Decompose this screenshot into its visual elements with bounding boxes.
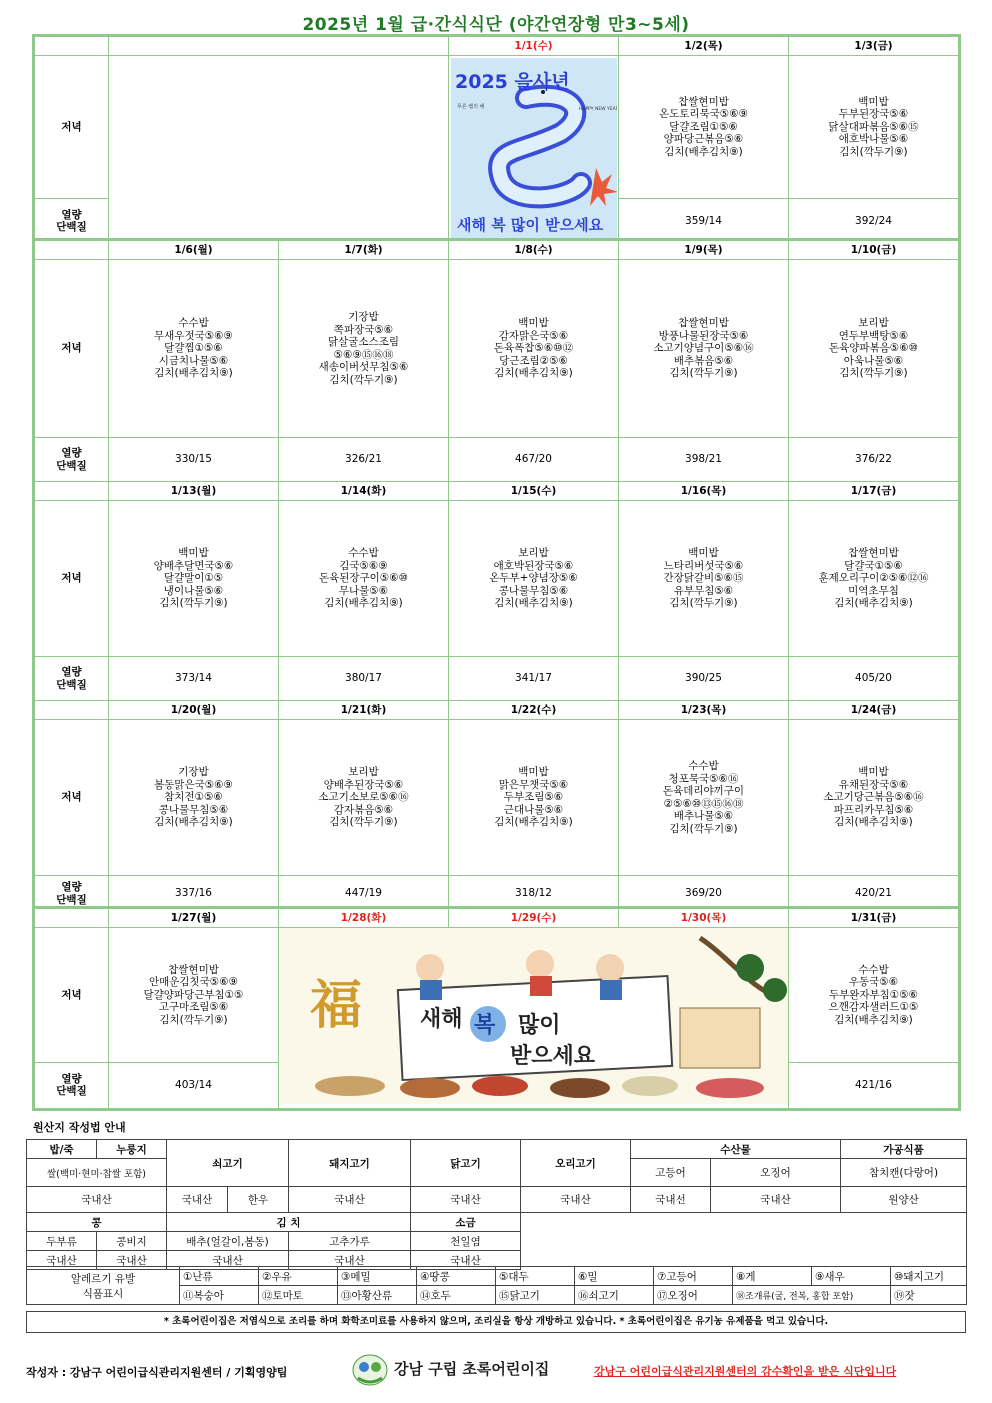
kcal-label: 열량 단백질 [35, 438, 109, 482]
footer-author: 작성자 : 강남구 어린이급식관리지원센터 / 기획영양팀 [26, 1366, 288, 1379]
menu-cell: 기장밥 쪽파장국⑤⑥ 닭살굴소스조림 ⑤⑥⑨⑮⑯⑱ 새송이버섯무침⑤⑥ 김치(깍두기⑨) [279, 260, 449, 438]
banner-line4: 받으세요 [509, 1044, 595, 1069]
kcal-label: 열량 단백질 [35, 876, 109, 912]
day-header: 1/7(화) [279, 241, 449, 260]
day-header: 1/1(수) [449, 37, 619, 56]
day-header: 1/22(수) [449, 701, 619, 720]
menu-cell: 기장밥 봄동맑은국⑤⑥⑨ 참치전①⑤⑥ 콩나물무침⑤⑥ 김치(배추김치⑨) [109, 720, 279, 876]
kcal-value: 421/16 [789, 1063, 959, 1108]
week1-table [34, 36, 959, 245]
menu-cell: 수수밥 청포묵국⑤⑥⑯ 돈육데리야끼구이 ②⑤⑥⑩⑬⑮⑯⑱ 배추나물⑤⑥ 김치(깍두기⑨) [619, 720, 789, 876]
page-title: 2025년 1월 급·간식식단 (야간연장형 만3~5세) [302, 15, 690, 35]
menu-cell: 백미밥 유채된장국⑤⑥ 소고기당근볶음⑤⑥⑯ 파프리카무침⑤⑥ 김치(배추김치⑨) [789, 720, 959, 876]
menu-cell: 찹쌀현미밥 온도토리묵국⑤⑥⑨ 달걀조림①⑤⑥ 양파당근볶음⑤⑥ 김치(배추김치⑨) [619, 56, 789, 199]
day-header: 1/23(목) [619, 701, 789, 720]
kcal-value: 330/15 [109, 438, 279, 482]
bok-character: 福 [309, 975, 362, 1036]
kcal-value: 447/19 [279, 876, 449, 912]
allergy-label: 알레르기 유발 식품표시 [27, 1267, 180, 1305]
kcal-value: 380/17 [279, 657, 449, 701]
menu-cell: 백미밥 느타리버섯국⑤⑥ 간장닭갈비⑤⑥⑮ 유부무침⑤⑥ 김치(깍두기⑨) [619, 501, 789, 657]
day-header: 1/2(목) [619, 37, 789, 56]
kcal-value: 390/25 [619, 657, 789, 701]
banner-line3: 많이 [517, 1013, 561, 1038]
banner-line1: 새해 [419, 1007, 463, 1032]
policy-note: * 초록어린이집은 저염식으로 조리를 하며 화학조미료를 사용하지 않으며, 조리실을 항상 개방하고 있습니다. * 초록어린이집은 유기농 유제품을 먹고 있습니다. [26, 1311, 966, 1333]
day-header: 1/20(월) [109, 701, 279, 720]
allergy-table: 알레르기 유발 식품표시 ①난류 ②우유 ③메밀 ④땅콩 ⑤대두 ⑥밀 ⑦고등어 ⑧게 ⑨새우 ⑩돼지고기 ⑪복숭아 ⑫토마토 ⑬아황산류 ⑭호두 ⑮닭고기 ⑯쇠고기 ⑰오징어 ⑱조개류(굴, 전복, 홍합 포함) ⑲잣 [26, 1266, 967, 1305]
day-header: 1/14(화) [279, 482, 449, 501]
day-header: 1/24(금) [789, 701, 959, 720]
day-header: 1/31(금) [789, 909, 959, 928]
day-header: 1/29(수) [449, 909, 619, 928]
dinner-label: 저녁 [35, 260, 109, 438]
kcal-value: 403/14 [109, 1063, 279, 1108]
menu-cell: 수수밥 우동국⑤⑥ 두부완자부침①⑤⑥ 으깬감자샐러드①⑤ 김치(배추김치⑨) [789, 928, 959, 1063]
kcal-label: 열량 단백질 [35, 1063, 109, 1108]
center-logo-icon [352, 1354, 388, 1386]
dinner-label: 저녁 [35, 720, 109, 876]
kcal-value: 405/20 [789, 657, 959, 701]
kcal-value: 392/24 [789, 198, 959, 244]
menu-cell: 보리밥 연두부백탕⑤⑥ 돈육양파볶음⑤⑥⑩ 아욱나물⑤⑥ 김치(깍두기⑨) [789, 260, 959, 438]
banner-small: 푸른 뱀의 해 [457, 104, 485, 110]
menu-cell: 백미밥 감자맑은국⑤⑥ 돈육폭찹⑤⑥⑩⑫ 당근조림②⑤⑥ 김치(배추김치⑨) [449, 260, 619, 438]
day-header: 1/8(수) [449, 241, 619, 260]
menu-cell: 백미밥 양배추달면국⑤⑥ 달걀말이①⑤ 냉이나물⑤⑥ 김치(깍두기⑨) [109, 501, 279, 657]
kcal-value: 359/14 [619, 198, 789, 244]
day-header: 1/10(금) [789, 241, 959, 260]
day-header: 1/17(금) [789, 482, 959, 501]
kcal-value: 373/14 [109, 657, 279, 701]
day-header: 1/30(목) [619, 909, 789, 928]
kcal-label: 열량 단백질 [35, 657, 109, 701]
day-header: 1/27(월) [109, 909, 279, 928]
banner-side: HAPPY NEW YEAR [579, 107, 617, 112]
menu-cell: 찹쌀현미밥 안매운김칫국⑤⑥⑨ 달걀양파당근부침①⑤ 고구마조림⑤⑥ 김치(깍두기⑨) [109, 928, 279, 1063]
dinner-label: 저녁 [35, 501, 109, 657]
day-header: 1/21(화) [279, 701, 449, 720]
kcal-value: 318/12 [449, 876, 619, 912]
footer-review-note: 강남구 어린이급식관리지원센터의 감수확인을 받은 식단입니다 [594, 1365, 897, 1378]
footer [0, 1352, 992, 1388]
kcal-value: 337/16 [109, 876, 279, 912]
dinner-label: 저녁 [35, 928, 109, 1063]
menu-cell: 보리밥 양배추된장국⑤⑥ 소고기소보로⑤⑥⑯ 감자볶음⑤⑥ 김치(깍두기⑨) [279, 720, 449, 876]
menu-cell: 찹쌀현미밥 달걀국①⑤⑥ 훈제오리구이②⑤⑥⑫⑯ 미역초무침 김치(배추김치⑨) [789, 501, 959, 657]
menu-cell: 백미밥 맑은무챗국⑤⑥ 두부조림⑤⑥ 근대나물⑤⑥ 김치(배추김치⑨) [449, 720, 619, 876]
banner-bottom: 새해 복 많이 받으세요 [457, 216, 604, 234]
menu-cell: 백미밥 두부된장국⑤⑥ 닭살대파볶음⑤⑥⑮ 애호박나물⑤⑥ 김치(깍두기⑨) [789, 56, 959, 199]
kcal-label: 열량 단백질 [35, 198, 109, 244]
week5-table [34, 908, 959, 1109]
footer-center-name: 강남 구립 초록어린이집 [394, 1360, 550, 1378]
day-header: 1/9(목) [619, 241, 789, 260]
menu-cell: 찹쌀현미밥 방풍나물된장국⑤⑥ 소고기양념구이⑤⑥⑯ 배추볶음⑤⑥ 김치(깍두기⑨) [619, 260, 789, 438]
kcal-value: 398/21 [619, 438, 789, 482]
day-header: 1/13(월) [109, 482, 279, 501]
weeks-table [34, 240, 959, 912]
banner-title: 2025 을사년 [455, 71, 570, 93]
menu-cell: 수수밥 김국⑤⑥⑨ 돈육된장구이⑤⑥⑩ 무나물⑤⑥ 김치(배추김치⑨) [279, 501, 449, 657]
menu-cell: 수수밥 무새우젓국⑤⑥⑨ 달걀찜①⑤⑥ 시금치나물⑤⑥ 김치(배추김치⑨) [109, 260, 279, 438]
day-header: 1/28(화) [279, 909, 449, 928]
origin-title: 원산지 작성법 안내 [33, 1121, 126, 1134]
kcal-value: 326/21 [279, 438, 449, 482]
kcal-value: 467/20 [449, 438, 619, 482]
menu-cell: 보리밥 애호박된장국⑤⑥ 온두부+양념장⑤⑥ 콩나물무침⑤⑥ 김치(배추김치⑨) [449, 501, 619, 657]
kcal-value: 420/21 [789, 876, 959, 912]
new-year-bok-banner [280, 928, 788, 1104]
banner-line2: 복 [473, 1013, 495, 1038]
day-header: 1/15(수) [449, 482, 619, 501]
origin-table: 밥/죽 누룽지 쇠고기 돼지고기 닭고기 오리고기 수산물 가공식품 쌀(백미·현미·찹쌀 포함) 고등어 오징어 참치캔(다랑어) 국내산 국내산 한우 국내산 국내산 국내산 국내선 국내산 원양산 콩 김 치 소금 두부류 콩비지 배추(얼갈이,봄동) 고추가루 천일염 국내산 국내산 국내산 국내산 국내산 [26, 1139, 967, 1270]
kcal-value: 376/22 [789, 438, 959, 482]
day-header: 1/6(월) [109, 241, 279, 260]
day-header: 1/16(목) [619, 482, 789, 501]
day-header: 1/3(금) [789, 37, 959, 56]
kcal-value: 341/17 [449, 657, 619, 701]
new-year-snake-banner [451, 58, 617, 238]
dinner-label: 저녁 [35, 56, 109, 199]
kcal-value: 369/20 [619, 876, 789, 912]
